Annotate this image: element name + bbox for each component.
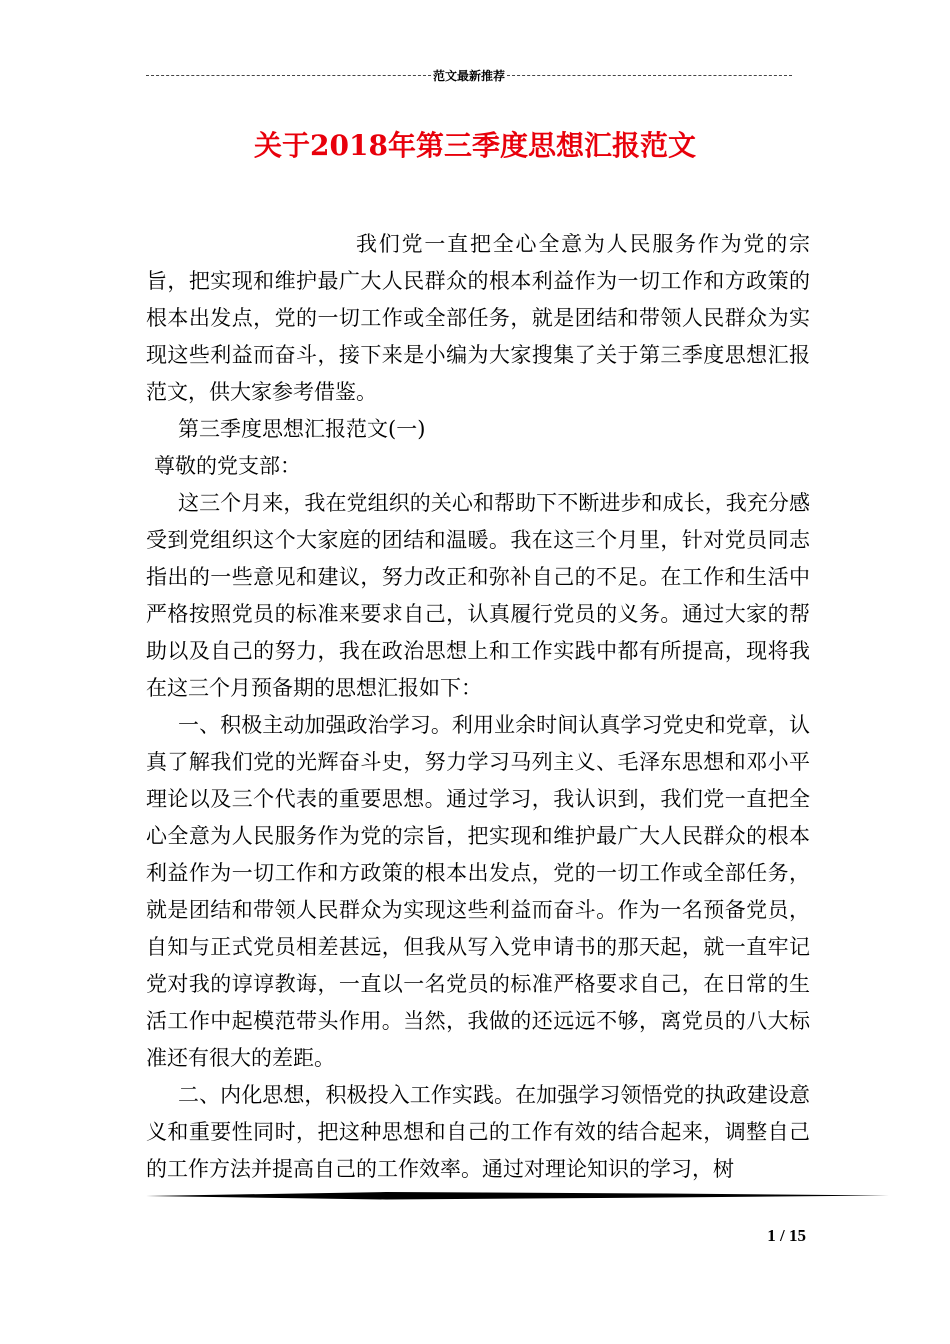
footer-rule [146, 1190, 889, 1202]
page-number: 1 / 15 [767, 1226, 806, 1245]
paragraph: 这三个月来，我在党组织的关心和帮助下不断进步和成长，我充分感受到党组织这个大家庭的团结和温暖。我在这三个月里，针对党员同志指出的一些意见和建议，努力改正和弥补自己的不足。在工作和生活中严格按照党员的标准来要求自己，认真履行党员的义务。通过大家的帮助以及自己的努力，我在政治思想上和工作实践中都有所提高，现将我在这三个月预备期的思想汇报如下： [146, 491, 810, 700]
salutation: 尊敬的党支部： [154, 454, 301, 478]
header-label: 范文最新推荐 [433, 68, 506, 83]
paragraph: 二、内化思想，积极投入工作实践。在加强学习领悟党的执政建设意义和重要性同时，把这种思想和自己的工作有效的结合起来，调整自己的工作方法并提高自己的工作效率。通过对理论知识的学习，树 [146, 1083, 810, 1181]
document-body [146, 226, 810, 1188]
header-dash-right [507, 75, 792, 76]
section-heading: 第三季度思想汇报范文(一) [178, 417, 426, 441]
document-title: 关于2018年第三季度思想汇报范文 [254, 129, 696, 162]
page-header [146, 64, 792, 86]
paragraph-intro: 我们党一直把全心全意为人民服务作为党的宗旨，把实现和维护最广大人民群众的根本利益作为一切工作和方政策的根本出发点，党的一切工作或全部任务，就是团结和带领人民群众为实现这些利益而奋斗，接下来是小编为大家搜集了关于第三季度思想汇报范文，供大家参考借鉴。 [146, 232, 810, 404]
paragraph: 一、积极主动加强政治学习。利用业余时间认真学习党史和党章，认真了解我们党的光辉奋斗史，努力学习马列主义、毛泽东思想和邓小平理论以及三个代表的重要思想。通过学习，我认识到，我们党一直把全心全意为人民服务作为党的宗旨，把实现和维护最广大人民群众的根本利益作为一切工作和方政策的根本出发点，党的一切工作或全部任务，就是团结和带领人民群众为实现这些利益而奋斗。作为一名预备党员，自知与正式党员相差甚远，但我从写入党申请书的那天起，就一直牢记党对我的谆谆教诲，一直以一名党员的标准严格要求自己，在日常的生活工作中起模范带头作用。当然，我做的还远远不够，离党员的八大标准还有很大的差距。 [146, 713, 810, 1070]
header-dash-left [146, 75, 431, 76]
